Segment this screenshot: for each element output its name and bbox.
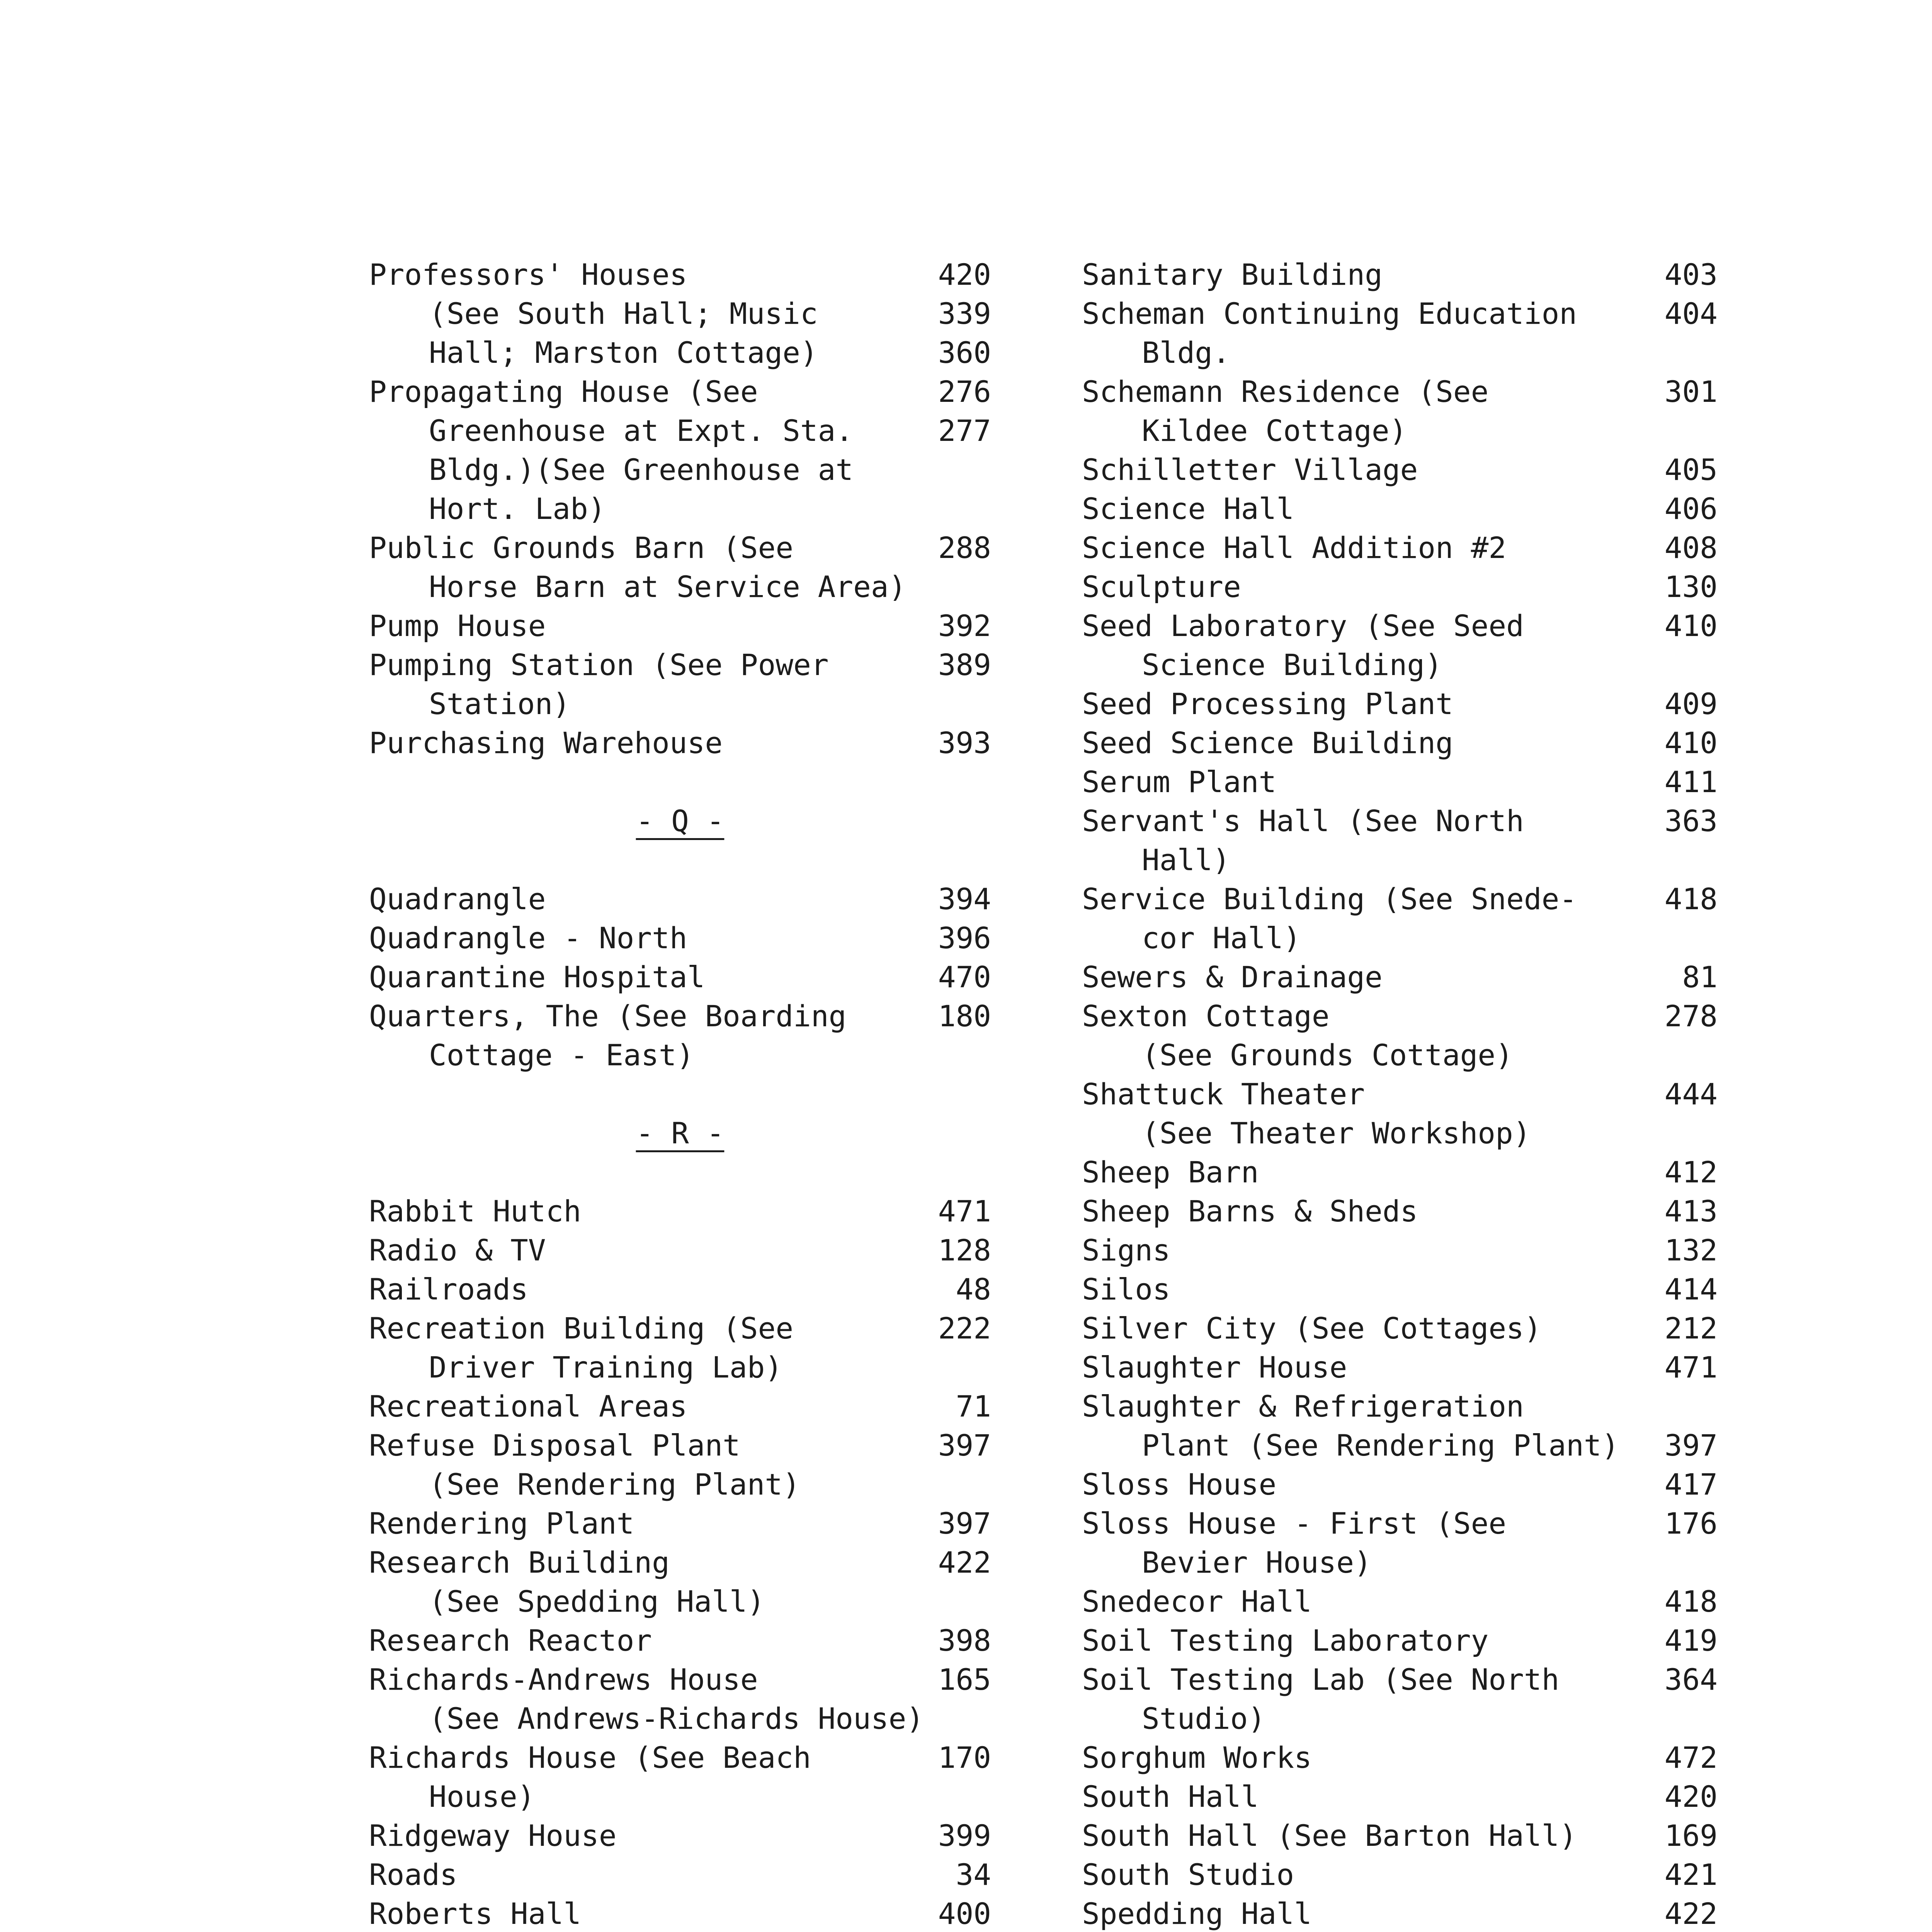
index-entry-page: 421 bbox=[1664, 1857, 1718, 1892]
index-entry-page: 276 bbox=[938, 374, 991, 409]
section-heading-label: - Q - bbox=[636, 804, 724, 838]
index-entry-page: 180 bbox=[938, 999, 991, 1033]
index-entry-page: 422 bbox=[1664, 1896, 1718, 1931]
index-entry-text: Schemann Residence (See bbox=[1082, 374, 1489, 409]
index-entry-line bbox=[1082, 1543, 1718, 1582]
index-entry bbox=[369, 957, 991, 997]
index-entry-text: Sanitary Building bbox=[1082, 257, 1383, 292]
index-entry-text: Spedding Hall bbox=[1082, 1896, 1312, 1931]
index-entry-line bbox=[369, 879, 991, 918]
index-entry bbox=[1082, 1075, 1718, 1153]
index-entry bbox=[1082, 1816, 1718, 1855]
index-entry-line bbox=[1082, 372, 1718, 411]
index-entry-line bbox=[369, 489, 991, 528]
index-entry-line bbox=[369, 1660, 991, 1699]
index-entry-page: 413 bbox=[1664, 1194, 1718, 1228]
index-entry bbox=[369, 1504, 991, 1543]
index-entry-page: 420 bbox=[1664, 1779, 1718, 1814]
index-entry-text: Silos bbox=[1082, 1272, 1170, 1306]
index-entry bbox=[1082, 1738, 1718, 1777]
index-entry-page: 399 bbox=[938, 1818, 991, 1853]
index-entry-page: 364 bbox=[1664, 1662, 1718, 1697]
index-entry bbox=[369, 1192, 991, 1231]
index-entry-line bbox=[1082, 1465, 1718, 1504]
index-entry-page: 414 bbox=[1664, 1272, 1718, 1306]
index-entry-text: Soil Testing Laboratory bbox=[1082, 1623, 1489, 1658]
index-entry-text: House) bbox=[429, 1779, 535, 1814]
index-entry-text: Rendering Plant bbox=[369, 1506, 634, 1541]
index-entry bbox=[1082, 567, 1718, 606]
index-entry-line bbox=[369, 1738, 991, 1777]
index-entry-text: Slaughter & Refrigeration bbox=[1082, 1389, 1524, 1423]
index-entry-line bbox=[369, 1777, 991, 1816]
index-entry bbox=[369, 1738, 991, 1816]
index-entry bbox=[1082, 1153, 1718, 1192]
index-entry-text: Research Building bbox=[369, 1545, 670, 1580]
index-entry-line bbox=[369, 255, 991, 294]
index-entry-text: Pump House bbox=[369, 609, 546, 643]
index-entry bbox=[1082, 1504, 1718, 1582]
index-entry-page: 410 bbox=[1664, 609, 1718, 643]
index-entry-text: (See Theater Workshop) bbox=[1142, 1116, 1531, 1150]
index-entry bbox=[1082, 1309, 1718, 1348]
index-column-left bbox=[369, 255, 991, 1932]
index-entry bbox=[369, 879, 991, 918]
index-entry-line bbox=[1082, 1153, 1718, 1192]
index-entry-line bbox=[1082, 840, 1718, 879]
index-entry-line bbox=[1082, 450, 1718, 489]
index-entry-line bbox=[1082, 1582, 1718, 1621]
index-entry-line bbox=[369, 567, 991, 606]
index-entry-page: 405 bbox=[1664, 452, 1718, 487]
index-entry-text: Sloss House - First (See bbox=[1082, 1506, 1507, 1541]
index-entry-line bbox=[1082, 606, 1718, 645]
index-entry-line bbox=[369, 1426, 991, 1465]
index-entry-page: 130 bbox=[1664, 570, 1718, 604]
index-entry-page: 397 bbox=[1664, 1428, 1718, 1463]
index-entry-line bbox=[369, 997, 991, 1036]
index-entry-line bbox=[1082, 1894, 1718, 1932]
index-entry-line bbox=[369, 450, 991, 489]
index-entry-text: cor Hall) bbox=[1142, 921, 1301, 955]
index-entry-text: Radio & TV bbox=[369, 1233, 546, 1267]
index-entry bbox=[1082, 1348, 1718, 1387]
index-entry-text: South Hall (See Barton Hall) bbox=[1082, 1818, 1577, 1853]
index-entry-page: 406 bbox=[1664, 492, 1718, 526]
index-entry-text: Quarters, The (See Boarding bbox=[369, 999, 847, 1033]
index-entry bbox=[1082, 1465, 1718, 1504]
index-entry bbox=[369, 918, 991, 957]
index-entry-text: Hort. Lab) bbox=[429, 492, 606, 526]
index-entry-line bbox=[1082, 1777, 1718, 1816]
index-entry-page: 394 bbox=[938, 882, 991, 916]
index-entry-page: 419 bbox=[1664, 1623, 1718, 1658]
index-entry bbox=[1082, 1894, 1718, 1932]
index-entry-text: Plant (See Rendering Plant) bbox=[1142, 1428, 1619, 1463]
index-entry bbox=[1082, 1582, 1718, 1621]
index-entry bbox=[369, 255, 991, 372]
index-entry bbox=[1082, 997, 1718, 1075]
index-entry-text: Kildee Cottage) bbox=[1142, 413, 1407, 448]
index-entry-line bbox=[1082, 1387, 1718, 1426]
index-entry-page: 411 bbox=[1664, 765, 1718, 799]
index-entry-page: 392 bbox=[938, 609, 991, 643]
index-entry-text: Science Hall Addition #2 bbox=[1082, 531, 1507, 565]
section-heading bbox=[369, 1075, 991, 1192]
index-entry-text: Quadrangle bbox=[369, 882, 546, 916]
index-entry bbox=[1082, 1231, 1718, 1270]
index-entry-line bbox=[1082, 1231, 1718, 1270]
index-entry-text: Slaughter House bbox=[1082, 1350, 1347, 1384]
index-entry bbox=[369, 1660, 991, 1738]
index-entry bbox=[369, 723, 991, 762]
index-entry-line bbox=[369, 1621, 991, 1660]
index-entry-line bbox=[369, 1543, 991, 1582]
index-entry bbox=[369, 997, 991, 1075]
index-entry-line bbox=[1082, 879, 1718, 918]
index-entry-text: Sheep Barns & Sheds bbox=[1082, 1194, 1418, 1228]
index-entry-line bbox=[369, 1192, 991, 1231]
index-entry-line bbox=[369, 1699, 991, 1738]
index-entry bbox=[1082, 684, 1718, 723]
index-entry-page: 410 bbox=[1664, 726, 1718, 760]
index-entry bbox=[369, 528, 991, 606]
index-entry-line bbox=[1082, 294, 1718, 333]
index-entry bbox=[1082, 762, 1718, 801]
index-entry-line bbox=[1082, 1699, 1718, 1738]
index-entry-page: 398 bbox=[938, 1623, 991, 1658]
index-entry-line bbox=[369, 1582, 991, 1621]
index-entry bbox=[369, 1621, 991, 1660]
index-entry-text: Science Building) bbox=[1142, 648, 1442, 682]
index-entry bbox=[369, 1426, 991, 1504]
index-entry-line bbox=[1082, 997, 1718, 1036]
index-entry-page: 339 bbox=[938, 296, 991, 331]
index-entry-text: Hall) bbox=[1142, 843, 1230, 877]
index-entry-text: (See Grounds Cottage) bbox=[1142, 1038, 1513, 1072]
index-entry-text: Bevier House) bbox=[1142, 1545, 1372, 1580]
index-entry-text: Quarantine Hospital bbox=[369, 960, 705, 994]
index-entry-line bbox=[1082, 1816, 1718, 1855]
index-entry-line bbox=[369, 1036, 991, 1075]
index-entry-text: Richards-Andrews House bbox=[369, 1662, 758, 1697]
index-entry-line bbox=[369, 645, 991, 684]
index-entry-line bbox=[1082, 918, 1718, 957]
index-entry-line bbox=[369, 684, 991, 723]
index-entry bbox=[1082, 372, 1718, 450]
index-entry-page: 81 bbox=[1682, 960, 1718, 994]
index-entry-page: 471 bbox=[938, 1194, 991, 1228]
index-entry-text: Seed Processing Plant bbox=[1082, 687, 1453, 721]
index-entry-text: Sewers & Drainage bbox=[1082, 960, 1383, 994]
index-entry-text: Railroads bbox=[369, 1272, 528, 1306]
index-entry bbox=[1082, 1621, 1718, 1660]
index-entry-page: 409 bbox=[1664, 687, 1718, 721]
index-entry-text: (See Spedding Hall) bbox=[429, 1584, 765, 1619]
index-entry-line bbox=[1082, 1738, 1718, 1777]
index-entry-line bbox=[1082, 762, 1718, 801]
index-entry-page: 389 bbox=[938, 648, 991, 682]
index-entry-line bbox=[369, 1270, 991, 1309]
index-entry bbox=[369, 1231, 991, 1270]
section-heading bbox=[369, 762, 991, 879]
index-entry-page: 128 bbox=[938, 1233, 991, 1267]
index-entry bbox=[369, 372, 991, 528]
index-entry-text: Horse Barn at Service Area) bbox=[429, 570, 906, 604]
index-entry-text: Refuse Disposal Plant bbox=[369, 1428, 740, 1463]
index-entry-line bbox=[369, 333, 991, 372]
index-entry-line bbox=[1082, 1855, 1718, 1894]
index-entry bbox=[1082, 1660, 1718, 1738]
index-entry-line bbox=[369, 528, 991, 567]
index-entry-text: Station) bbox=[429, 687, 571, 721]
index-entry-line bbox=[369, 1894, 991, 1932]
index-entry bbox=[1082, 606, 1718, 684]
index-entry-text: Roberts Hall bbox=[369, 1896, 582, 1931]
section-heading-label: - R - bbox=[636, 1116, 724, 1150]
index-entry-text: Seed Science Building bbox=[1082, 726, 1453, 760]
index-entry-text: Pumping Station (See Power bbox=[369, 648, 829, 682]
index-entry-line bbox=[1082, 723, 1718, 762]
index-entry-line bbox=[369, 1504, 991, 1543]
index-entry-page: 400 bbox=[938, 1896, 991, 1931]
index-entry-text: Research Reactor bbox=[369, 1623, 652, 1658]
index-entry-line bbox=[1082, 1192, 1718, 1231]
index-entry-line bbox=[369, 723, 991, 762]
index-entry-page: 165 bbox=[938, 1662, 991, 1697]
index-entry-text: Greenhouse at Expt. Sta. bbox=[429, 413, 854, 448]
index-entry-line bbox=[1082, 801, 1718, 840]
index-entry-page: 132 bbox=[1664, 1233, 1718, 1267]
index-entry-page: 408 bbox=[1664, 531, 1718, 565]
index-entry-page: 360 bbox=[938, 335, 991, 370]
index-entry-text: South Hall bbox=[1082, 1779, 1259, 1814]
index-entry-text: Schilletter Village bbox=[1082, 452, 1418, 487]
index-entry-line bbox=[369, 1309, 991, 1348]
index-entry-text: Hall; Marston Cottage) bbox=[429, 335, 818, 370]
index-entry bbox=[369, 1270, 991, 1309]
index-entry-text: Snedecor Hall bbox=[1082, 1584, 1312, 1619]
index-entry-line bbox=[1082, 1270, 1718, 1309]
index-entry-text: Driver Training Lab) bbox=[429, 1350, 783, 1384]
index-entry bbox=[1082, 294, 1718, 372]
index-entry-line bbox=[1082, 489, 1718, 528]
index-entry-page: 418 bbox=[1664, 882, 1718, 916]
index-entry bbox=[369, 1309, 991, 1387]
index-entry-line bbox=[1082, 333, 1718, 372]
index-entry-text: Ridgeway House bbox=[369, 1818, 617, 1853]
index-entry-text: Rabbit Hutch bbox=[369, 1194, 582, 1228]
index-entry bbox=[1082, 723, 1718, 762]
index-entry-line bbox=[1082, 1660, 1718, 1699]
index-entry-line bbox=[1082, 1426, 1718, 1465]
index-entry-page: 418 bbox=[1664, 1584, 1718, 1619]
index-entry-line bbox=[369, 411, 991, 450]
index-entry bbox=[369, 606, 991, 645]
index-entry-line bbox=[1082, 567, 1718, 606]
index-entry-text: (See Rendering Plant) bbox=[429, 1467, 800, 1502]
index-entry-text: Shattuck Theater bbox=[1082, 1077, 1365, 1111]
index-entry-text: Roads bbox=[369, 1857, 457, 1892]
index-entry bbox=[1082, 450, 1718, 489]
index-entry-page: 278 bbox=[1664, 999, 1718, 1033]
index-entry-page: 212 bbox=[1664, 1311, 1718, 1345]
index-entry-line bbox=[369, 1231, 991, 1270]
index-entry-page: 288 bbox=[938, 531, 991, 565]
index-entry-line bbox=[1082, 528, 1718, 567]
index-entry-page: 34 bbox=[956, 1857, 991, 1892]
index-entry bbox=[1082, 879, 1718, 957]
index-entry-line bbox=[1082, 1348, 1718, 1387]
index-entry-line bbox=[1082, 1621, 1718, 1660]
index-entry-page: 71 bbox=[956, 1389, 991, 1423]
index-entry-text: Signs bbox=[1082, 1233, 1170, 1267]
index-entry bbox=[1082, 1192, 1718, 1231]
index-entry-line bbox=[1082, 645, 1718, 684]
index-entry-line bbox=[369, 957, 991, 997]
index-entry-line bbox=[1082, 411, 1718, 450]
index-entry-page: 420 bbox=[938, 257, 991, 292]
index-column-right bbox=[1082, 255, 1718, 1932]
index-entry-line bbox=[369, 1816, 991, 1855]
index-entry-line bbox=[369, 1855, 991, 1894]
index-entry-text: Silver City (See Cottages) bbox=[1082, 1311, 1542, 1345]
index-entry-line bbox=[1082, 1309, 1718, 1348]
index-entry-text: Sculpture bbox=[1082, 570, 1241, 604]
index-entry-page: 412 bbox=[1664, 1155, 1718, 1189]
index-entry-text: Sorghum Works bbox=[1082, 1740, 1312, 1775]
index-entry bbox=[1082, 1270, 1718, 1309]
index-entry bbox=[1082, 1777, 1718, 1816]
index-entry-page: 444 bbox=[1664, 1077, 1718, 1111]
index-entry-page: 397 bbox=[938, 1506, 991, 1541]
index-entry-page: 301 bbox=[1664, 374, 1718, 409]
index-entry bbox=[369, 645, 991, 723]
index-entry-page: 470 bbox=[938, 960, 991, 994]
index-entry-text: Service Building (See Snede- bbox=[1082, 882, 1577, 916]
index-entry-page: 422 bbox=[938, 1545, 991, 1580]
index-entry bbox=[1082, 801, 1718, 879]
index-entry-page: 471 bbox=[1664, 1350, 1718, 1384]
index-entry-page: 277 bbox=[938, 413, 991, 448]
index-entry-line bbox=[1082, 1504, 1718, 1543]
index-entry bbox=[1082, 528, 1718, 567]
index-entry-page: 404 bbox=[1664, 296, 1718, 331]
index-entry-line bbox=[369, 372, 991, 411]
index-entry bbox=[369, 1543, 991, 1621]
index-entry-text: (See Andrews-Richards House) bbox=[429, 1701, 924, 1736]
index-entry-text: Purchasing Warehouse bbox=[369, 726, 723, 760]
index-entry-text: Soil Testing Lab (See North bbox=[1082, 1662, 1560, 1697]
index-entry-page: 176 bbox=[1664, 1506, 1718, 1541]
index-entry-page: 417 bbox=[1664, 1467, 1718, 1502]
index-entry-page: 363 bbox=[1664, 804, 1718, 838]
index-entry-text: Professors' Houses bbox=[369, 257, 687, 292]
index-entry-text: Bldg.)(See Greenhouse at bbox=[429, 452, 854, 487]
index-entry-line bbox=[369, 606, 991, 645]
index-entry-page: 169 bbox=[1664, 1818, 1718, 1853]
index-entry-text: Sloss House bbox=[1082, 1467, 1277, 1502]
index-entry bbox=[1082, 489, 1718, 528]
index-entry-text: Sheep Barn bbox=[1082, 1155, 1259, 1189]
index-entry-text: Bldg. bbox=[1142, 335, 1230, 370]
index-entry-text: Propagating House (See bbox=[369, 374, 758, 409]
index-entry-text: Servant's Hall (See North bbox=[1082, 804, 1524, 838]
index-entry-line bbox=[1082, 957, 1718, 997]
index-entry-line bbox=[369, 1465, 991, 1504]
index-entry-text: Richards House (See Beach bbox=[369, 1740, 811, 1775]
index-entry-line bbox=[369, 1348, 991, 1387]
index-entry-text: Recreation Building (See bbox=[369, 1311, 794, 1345]
index-entry-page: 222 bbox=[938, 1311, 991, 1345]
index-entry bbox=[369, 1894, 991, 1932]
index-entry-page: 48 bbox=[956, 1272, 991, 1306]
index-entry-text: (See South Hall; Music bbox=[429, 296, 818, 331]
index-entry-text: Cottage - East) bbox=[429, 1038, 694, 1072]
index-entry-text: Public Grounds Barn (See bbox=[369, 531, 794, 565]
index-entry-text: Scheman Continuing Education bbox=[1082, 296, 1577, 331]
index-entry bbox=[369, 1816, 991, 1855]
index-entry-page: 472 bbox=[1664, 1740, 1718, 1775]
index-entry-line bbox=[369, 1387, 991, 1426]
index-entry bbox=[1082, 1855, 1718, 1894]
index-entry-text: Science Hall bbox=[1082, 492, 1294, 526]
index-entry-line bbox=[1082, 255, 1718, 294]
index-entry-page: 397 bbox=[938, 1428, 991, 1463]
index-entry-text: Seed Laboratory (See Seed bbox=[1082, 609, 1524, 643]
index-entry bbox=[1082, 1387, 1718, 1465]
index-entry-text: Recreational Areas bbox=[369, 1389, 687, 1423]
index-entry bbox=[1082, 255, 1718, 294]
index-entry-text: Serum Plant bbox=[1082, 765, 1277, 799]
index-entry-text: South Studio bbox=[1082, 1857, 1294, 1892]
index-entry bbox=[369, 1387, 991, 1426]
index-entry-line bbox=[369, 918, 991, 957]
index-entry-line bbox=[1082, 1114, 1718, 1153]
index-entry-text: Sexton Cottage bbox=[1082, 999, 1330, 1033]
index-entry-page: 170 bbox=[938, 1740, 991, 1775]
index-entry-page: 403 bbox=[1664, 257, 1718, 292]
index-entry-page: 396 bbox=[938, 921, 991, 955]
index-entry-line bbox=[369, 294, 991, 333]
index-entry-line bbox=[1082, 1075, 1718, 1114]
index-entry bbox=[369, 1855, 991, 1894]
index-entry bbox=[1082, 957, 1718, 997]
index-entry-line bbox=[1082, 1036, 1718, 1075]
index-entry-text: Quadrangle - North bbox=[369, 921, 687, 955]
index-entry-text: Studio) bbox=[1142, 1701, 1266, 1736]
index-entry-page: 393 bbox=[938, 726, 991, 760]
index-entry-line bbox=[1082, 684, 1718, 723]
